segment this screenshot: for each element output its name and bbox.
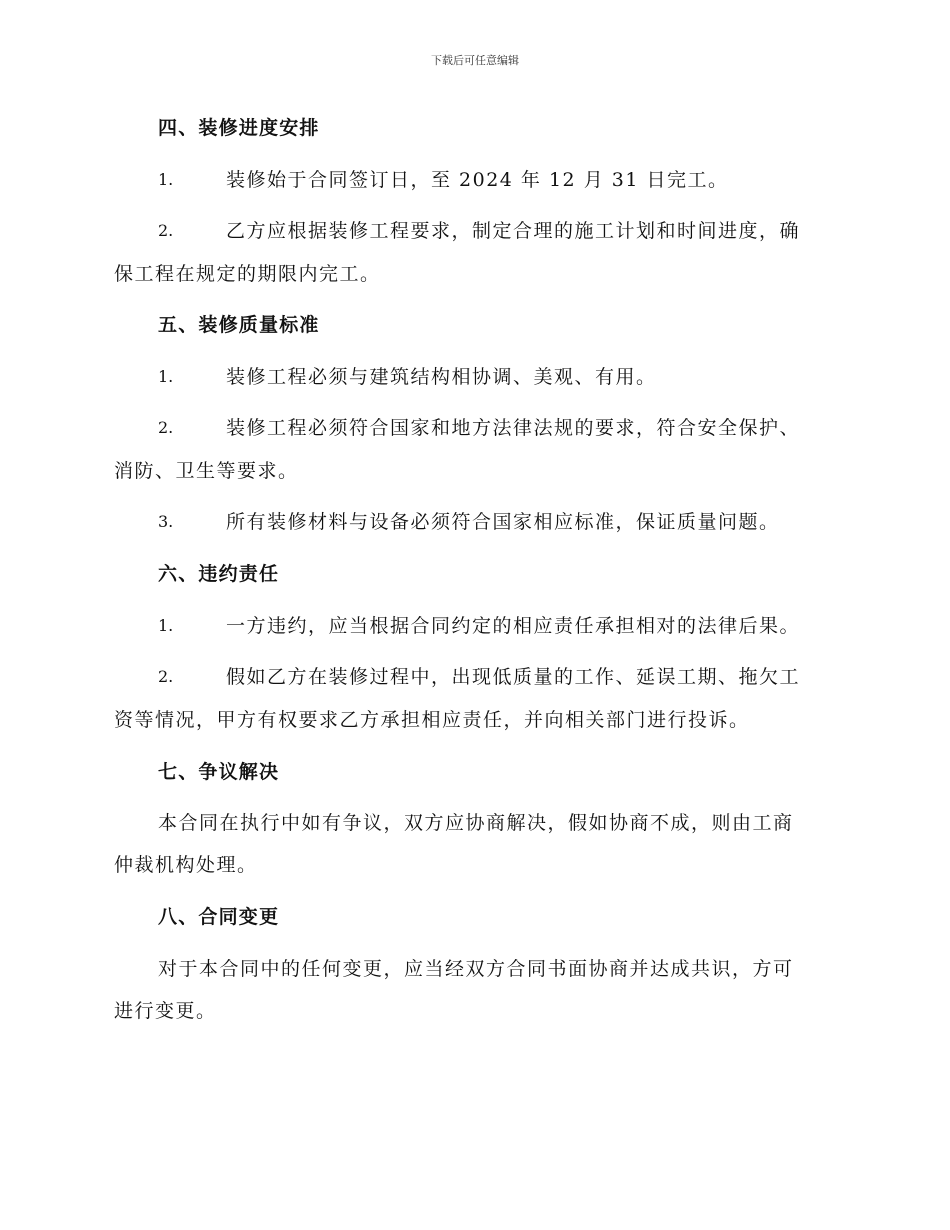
item-number: 2.: [158, 667, 174, 686]
paragraph-text: 对于本合同中的任何变更，应当经双方合同书面协商并达成共识，方可: [158, 958, 794, 980]
item-number: 1.: [158, 616, 174, 635]
item-text-continued: 消防、卫生等要求。: [114, 460, 299, 482]
item-number: 3.: [158, 512, 174, 531]
item-text: 装修始于合同签订日，至 2024 年 12 月 31 日完工。: [226, 169, 729, 191]
page-header: 下载后可任意编辑: [431, 54, 519, 67]
item-text: 装修工程必须符合国家和地方法律法规的要求，符合安全保护、: [226, 417, 801, 439]
section-heading: 七、争议解决: [158, 761, 280, 783]
item-text: 乙方应根据装修工程要求，制定合理的施工计划和时间进度，确: [226, 220, 801, 242]
section-heading: 四、装修进度安排: [158, 117, 320, 139]
item-number: 1.: [158, 170, 174, 189]
section-heading: 六、违约责任: [158, 563, 280, 585]
section-heading: 八、合同变更: [158, 906, 280, 928]
paragraph-text-continued: 仲裁机构处理。: [114, 854, 258, 876]
item-text-continued: 资等情况，甲方有权要求乙方承担相应责任，并向相关部门进行投诉。: [114, 709, 750, 731]
item-number: 2.: [158, 418, 174, 437]
item-text: 所有装修材料与设备必须符合国家相应标准，保证质量问题。: [226, 511, 780, 533]
item-text-continued: 保工程在规定的期限内完工。: [114, 263, 381, 285]
paragraph-text: 本合同在执行中如有争议，双方应协商解决，假如协商不成，则由工商: [158, 812, 794, 834]
item-text: 装修工程必须与建筑结构相协调、美观、有用。: [226, 366, 657, 388]
item-number: 2.: [158, 221, 174, 240]
item-text: 假如乙方在装修过程中，出现低质量的工作、延误工期、拖欠工: [226, 666, 801, 688]
section-heading: 五、装修质量标准: [158, 314, 320, 336]
paragraph-text-continued: 进行变更。: [114, 1000, 217, 1022]
item-number: 1.: [158, 367, 174, 386]
item-text: 一方违约，应当根据合同约定的相应责任承担相对的法律后果。: [226, 615, 801, 637]
